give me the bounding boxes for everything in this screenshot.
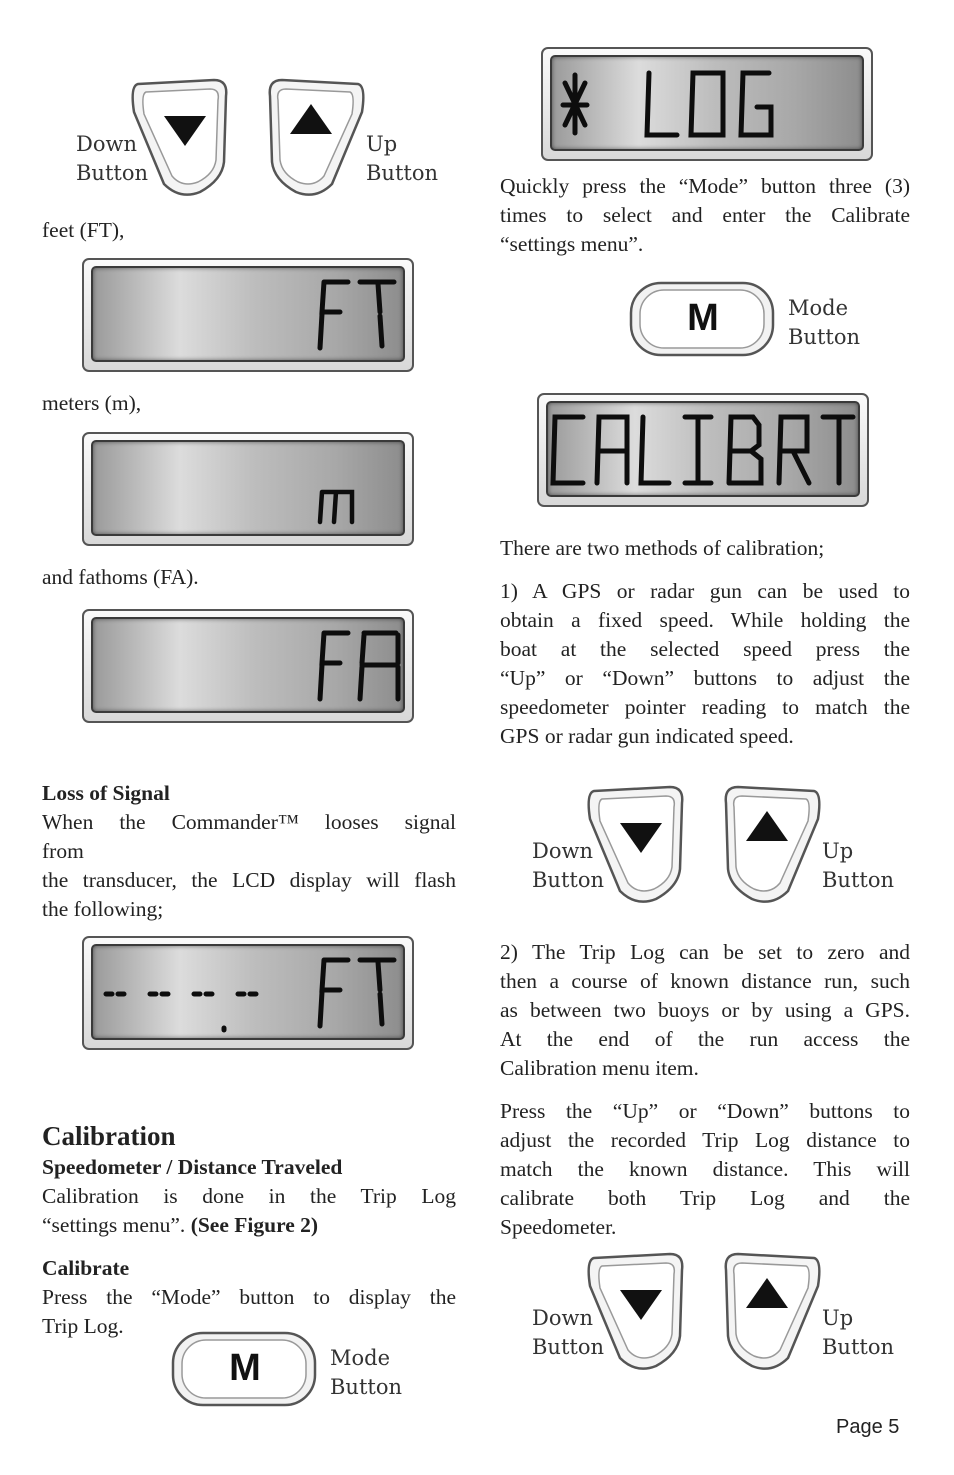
method-1-paragraph: 1) A GPS or radar gun can be used to obtain a fixed speed. While holding the boat at the selected speed press the “Up” or “Down” buttons to adjust the speedometer pointer reading to match the GPS or radar gun indicated speed. [500, 579, 910, 748]
lcd-readout [84, 938, 416, 1052]
mode-button-group [628, 280, 868, 360]
lcd-readout [543, 49, 875, 163]
mode-button-glyph: M [229, 1347, 261, 1389]
mode-button-group [170, 1330, 410, 1410]
mode-button-label: Mode Button [788, 296, 861, 349]
unit-fa-text: and fathoms (FA). [42, 565, 199, 589]
lcd-display-ft [82, 258, 414, 372]
lcd-display-loss-of-signal [82, 936, 414, 1050]
loss-of-signal-heading: Loss of Signal [42, 781, 170, 805]
calibration-heading: Calibration [42, 1121, 176, 1151]
press-buttons-paragraph: Press the “Up” or “Down” buttons to adjust the recorded Trip Log distance to match the known distance. This will calibrate both Trip Log and the Speedometer. [500, 1099, 910, 1239]
lcd-display-log [541, 47, 873, 161]
lcd-readout [539, 395, 871, 509]
lcd-display-fa [82, 609, 414, 723]
up-button[interactable] [720, 783, 824, 905]
down-button[interactable] [128, 76, 232, 198]
down-button-label: Down Button [532, 1306, 605, 1359]
up-button-label: Up Button [822, 839, 895, 892]
methods-intro: There are two methods of calibration; [500, 536, 825, 560]
down-up-buttons-2 [528, 783, 928, 907]
up-button[interactable] [264, 76, 368, 198]
unit-ft-text: feet (FT), [42, 218, 125, 242]
up-button-label: Up Button [366, 132, 439, 185]
page-number: Page 5 [836, 1416, 900, 1438]
loss-of-signal-paragraph: When the Commander™ looses signal from the transducer, the LCD display will flash the following; [42, 810, 456, 921]
speedometer-heading: Speedometer / Distance Traveled [42, 1155, 343, 1179]
mode-button-label: Mode Button [330, 1346, 403, 1399]
down-button[interactable] [584, 1250, 688, 1372]
unit-m-text: meters (m), [42, 391, 142, 415]
down-button-label: Down Button [532, 839, 605, 892]
up-button[interactable] [720, 1250, 824, 1372]
quick-press-paragraph: Quickly press the “Mode” button three (3) times to select and enter the Calibrate “settings menu”. [500, 174, 910, 256]
mode-button-glyph: M [687, 297, 719, 339]
lcd-display-m [82, 432, 414, 546]
method-2-paragraph: 2) The Trip Log can be set to zero and then a course of known distance run, such as between two buoys or by using a GPS. At the end of the run access the Calibration menu item. [500, 940, 910, 1080]
down-button-label: Down Button [76, 132, 149, 185]
lcd-readout [84, 260, 416, 374]
down-button[interactable] [584, 783, 688, 905]
calibrate-heading: Calibrate [42, 1256, 130, 1280]
down-up-buttons-3 [528, 1250, 928, 1374]
up-button-label: Up Button [822, 1306, 895, 1359]
calibration-paragraph: Calibration is done in the Trip Log “settings menu”. (See Figure 2) [42, 1184, 456, 1237]
down-up-buttons-1 [72, 76, 472, 200]
lcd-readout [84, 611, 416, 725]
lcd-readout [84, 434, 416, 548]
calibrate-paragraph: Press the “Mode” button to display the Trip Log. [42, 1285, 456, 1338]
lcd-display-calibrt [537, 393, 869, 507]
